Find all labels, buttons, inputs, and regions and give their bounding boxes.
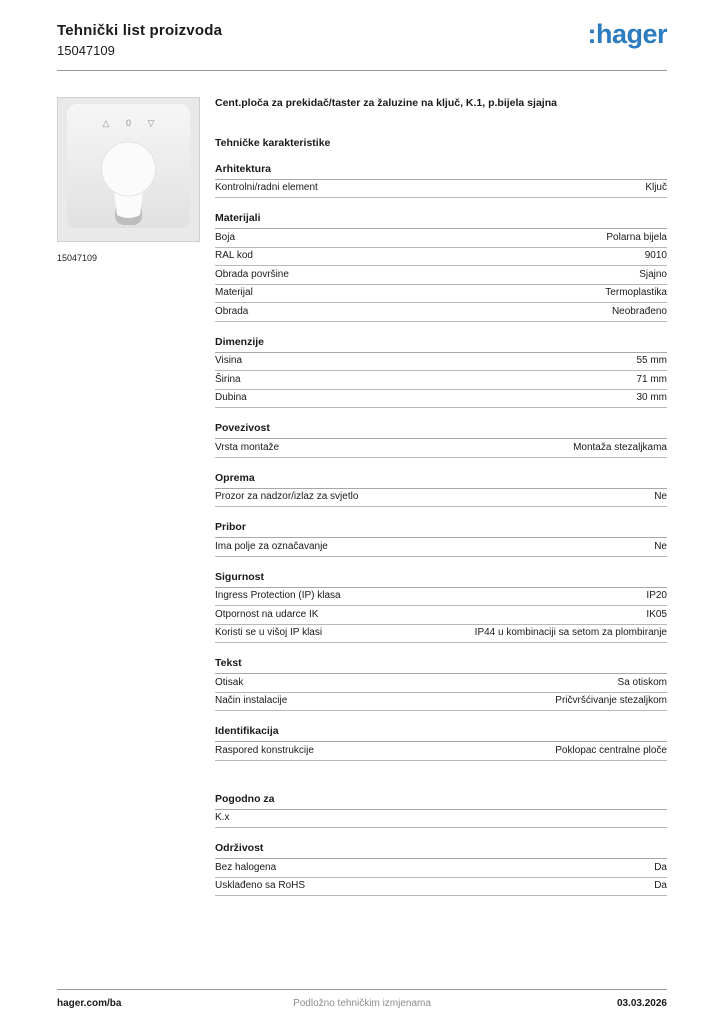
hager-logo: :hager <box>587 19 667 49</box>
spec-row <box>215 353 667 372</box>
footer-website: hager.com/ba <box>57 998 122 1009</box>
spec-label: Raspored konstrukcije <box>215 744 314 756</box>
spec-row <box>215 878 667 897</box>
spec-row <box>215 489 667 508</box>
spec-label: Materijal <box>215 287 253 299</box>
spec-row <box>215 859 667 878</box>
zero-symbol: 0 <box>125 118 132 128</box>
spec-label: Širina <box>215 373 241 385</box>
spec-row <box>215 674 667 693</box>
spec-row <box>215 742 667 761</box>
section-title: Pribor <box>215 521 667 538</box>
product-image-column <box>57 97 200 896</box>
spec-value: IP20 <box>646 590 667 602</box>
spec-label: Kontrolni/radni element <box>215 182 318 194</box>
footer-row <box>57 998 667 1009</box>
header-titles <box>57 22 222 58</box>
section-title: Sigurnost <box>215 571 667 588</box>
spec-label: Boja <box>215 231 236 243</box>
spec-row <box>215 588 667 607</box>
spec-label: RAL kod <box>215 250 253 262</box>
product-image <box>57 97 200 242</box>
spec-row <box>215 439 667 458</box>
section-title: Tekst <box>215 657 667 674</box>
spec-row <box>215 229 667 248</box>
spec-sections <box>215 163 667 897</box>
spec-value: IK05 <box>646 608 667 620</box>
spec-value: Da <box>654 880 667 892</box>
spec-label: K.x <box>215 812 230 824</box>
spec-label: Ingress Protection (IP) klasa <box>215 590 341 602</box>
product-title: Cent.ploča za prekidač/taster za žaluzine na ključ, K.1, p.bijela sjajna <box>215 97 557 109</box>
section-povezivost <box>215 422 667 458</box>
spec-label: Dubina <box>215 392 247 404</box>
spec-value: Poklopac centralne ploče <box>555 744 667 756</box>
section-title: Pogodno za <box>215 793 667 810</box>
main-content <box>0 71 724 896</box>
spec-value: 30 mm <box>636 392 667 404</box>
spec-label: Način instalacije <box>215 695 288 707</box>
section-arhitektura <box>215 163 667 199</box>
spec-value: Montaža stezaljkama <box>573 441 667 453</box>
spec-label: Obrada površine <box>215 268 289 280</box>
section-title: Dimenzije <box>215 336 667 353</box>
footer-date: 03.03.2026 <box>616 998 667 1009</box>
spec-row <box>215 810 667 829</box>
spec-label: Vrsta montaže <box>215 441 280 453</box>
spec-row <box>215 371 667 390</box>
spec-label: Visina <box>215 355 243 367</box>
section-title: Arhitektura <box>215 163 667 180</box>
section-dimenzije <box>215 336 667 409</box>
document-title: Tehnički list proizvoda <box>57 22 223 39</box>
spec-row <box>215 693 667 712</box>
spec-value: Pričvršćivanje stezaljkom <box>555 695 667 707</box>
section-title: Oprema <box>215 472 667 489</box>
spec-label: Obrada <box>215 305 249 317</box>
shutter-up-symbol: △ <box>102 118 110 128</box>
spec-value: Ne <box>654 540 667 552</box>
spec-value: Polarna bijela <box>606 231 667 243</box>
spec-value: IP44 u kombinaciji sa setom za plombiranje <box>474 627 667 639</box>
header <box>0 0 724 58</box>
spec-row <box>215 625 667 644</box>
spec-value: 55 mm <box>636 355 667 367</box>
spec-value: 9010 <box>644 250 667 262</box>
spec-value: Sa otiskom <box>617 676 667 688</box>
spec-label: Ima polje za označavanje <box>215 540 328 552</box>
section-materijali <box>215 212 667 322</box>
spec-label: Otisak <box>215 676 244 688</box>
shutter-down-symbol: ▽ <box>147 118 155 128</box>
section-title: Identifikacija <box>215 725 667 742</box>
section-title: Materijali <box>215 212 667 229</box>
footer-disclaimer: Podložno tehničkim izmjenama <box>293 998 431 1009</box>
section-oprema <box>215 472 667 508</box>
spec-row <box>215 390 667 409</box>
spec-label: Usklađeno sa RoHS <box>215 880 306 892</box>
spec-value: Da <box>654 861 667 873</box>
spec-label: Otpornost na udarce IK <box>215 608 319 620</box>
section-title: Povezivost <box>215 422 667 439</box>
spec-row <box>215 538 667 557</box>
spec-label: Koristi se u višoj IP klasi <box>215 627 323 639</box>
spec-row <box>215 266 667 285</box>
document-product-id: 15047109 <box>57 43 115 58</box>
characteristics-heading: Tehničke karakteristike <box>215 136 331 149</box>
spec-value: Neobrađeno <box>611 305 667 317</box>
section-title: Održivost <box>215 842 667 859</box>
spec-label: Prozor za nadzor/izlaz za svjetlo <box>215 491 359 503</box>
specs-column <box>215 97 667 896</box>
section-pribor <box>215 521 667 557</box>
footer <box>57 989 667 1009</box>
spec-row <box>215 248 667 267</box>
footer-divider <box>57 989 667 990</box>
image-caption: 15047109 <box>57 253 98 263</box>
spec-value: Termoplastika <box>605 287 667 299</box>
spec-row <box>215 606 667 625</box>
section-tekst <box>215 657 667 711</box>
spec-value: Sjajno <box>639 268 667 280</box>
section-sigurnost <box>215 571 667 644</box>
section-pogodno-za <box>215 793 667 829</box>
spec-label: Bez halogena <box>215 861 277 873</box>
spec-row <box>215 180 667 199</box>
spec-row <box>215 303 667 322</box>
spec-value: Ne <box>654 491 667 503</box>
section-odr-ivost <box>215 842 667 896</box>
spec-value: Ključ <box>645 182 667 194</box>
spec-row <box>215 285 667 304</box>
section-identifikacija <box>215 725 667 761</box>
spec-value: 71 mm <box>636 373 667 385</box>
